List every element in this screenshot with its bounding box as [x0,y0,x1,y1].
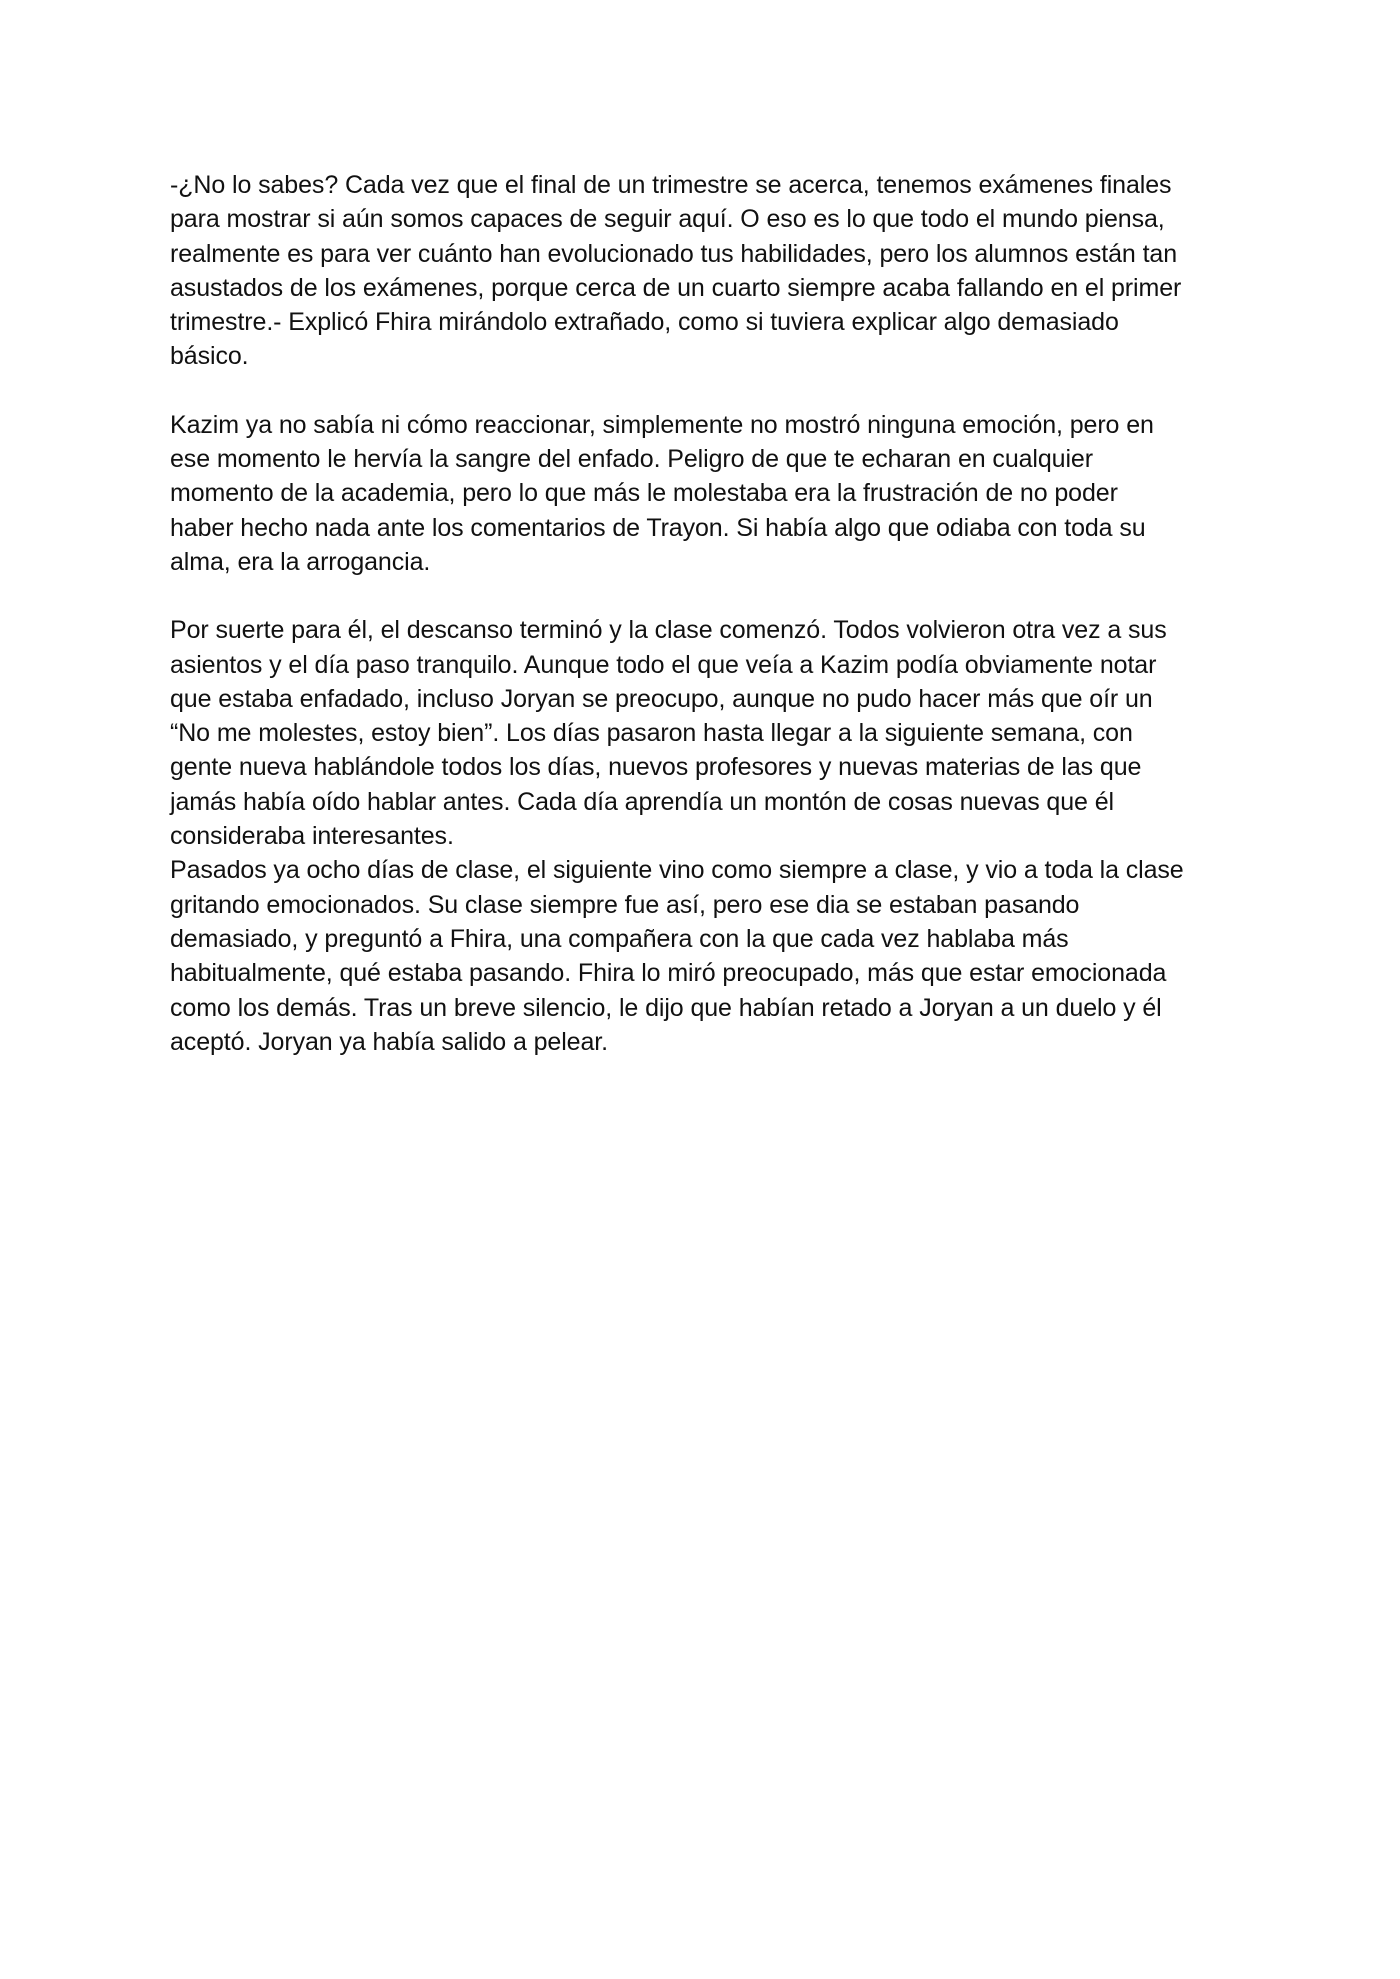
paragraph-3 [170,613,1250,853]
text-line: “No me molestes, estoy bien”. Los días pasaron hasta llegar a la siguiente semana, con [170,719,1133,748]
text-line: haber hecho nada ante los comentarios de Trayon. Si había algo que odiaba con toda su [170,513,1146,542]
text-line: realmente es para ver cuánto han evolucionado tus habilidades, pero los alumnos están tan [170,239,1178,268]
text-line: demasiado, y preguntó a Fhira, una compañera con la que cada vez hablaba más [170,924,1069,953]
text-line: -¿No lo sabes? Cada vez que el final de un trimestre se acerca, tenemos exámenes finales [170,171,1172,199]
text-line: habitualmente, qué estaba pasando. Fhira lo miró preocupado, más que estar emocionada [170,959,1167,988]
paragraph-2 [170,408,1250,579]
text-line: como los demás. Tras un breve silencio, le dijo que habían retado a Joryan a un duelo y él [170,993,1162,1022]
text-line: alma, era la arrogancia. [170,547,431,576]
text-line: aceptó. Joryan ya había salido a pelear. [170,1027,608,1056]
text-line: gritando emocionados. Su clase siempre fue así, pero ese dia se estaban pasando [170,890,1080,919]
paragraph-4 [170,853,1250,1059]
text-line: momento de la academia, pero lo que más le molestaba era la frustración de no poder [170,479,1118,508]
text-line: gente nueva hablándole todos los días, nuevos profesores y nuevas materias de las que [170,753,1142,782]
text-line: asientos y el día paso tranquilo. Aunque todo el que veía a Kazim podía obviamente notar [170,650,1157,679]
text-line: Por suerte para él, el descanso terminó y la clase comenzó. Todos volvieron otra vez a sus [170,616,1167,645]
text-line: Kazim ya no sabía ni cómo reaccionar, simplemente no mostró ninguna emoción, pero en [170,410,1154,439]
paragraph-1 [170,168,1250,374]
text-line: básico. [170,342,249,371]
text-line: Pasados ya ocho días de clase, el siguiente vino como siempre a clase, y vio a toda la clase [170,856,1184,885]
text-line: jamás había oído hablar antes. Cada día aprendía un montón de cosas nuevas que él [170,787,1114,816]
text-line: trimestre.- Explicó Fhira mirándolo extrañado, como si tuviera explicar algo demasiado [170,308,1119,337]
text-line: que estaba enfadado, incluso Joryan se preocupo, aunque no pudo hacer más que oír un [170,684,1153,713]
text-line: asustados de los exámenes, porque cerca de un cuarto siempre acaba fallando en el primer [170,273,1182,302]
text-line: para mostrar si aún somos capaces de seguir aquí. O eso es lo que todo el mundo piensa, [170,205,1165,234]
document-body [170,168,1250,1059]
text-line: ese momento le hervía la sangre del enfado. Peligro de que te echaran en cualquier [170,445,1093,474]
text-line: consideraba interesantes. [170,822,454,851]
